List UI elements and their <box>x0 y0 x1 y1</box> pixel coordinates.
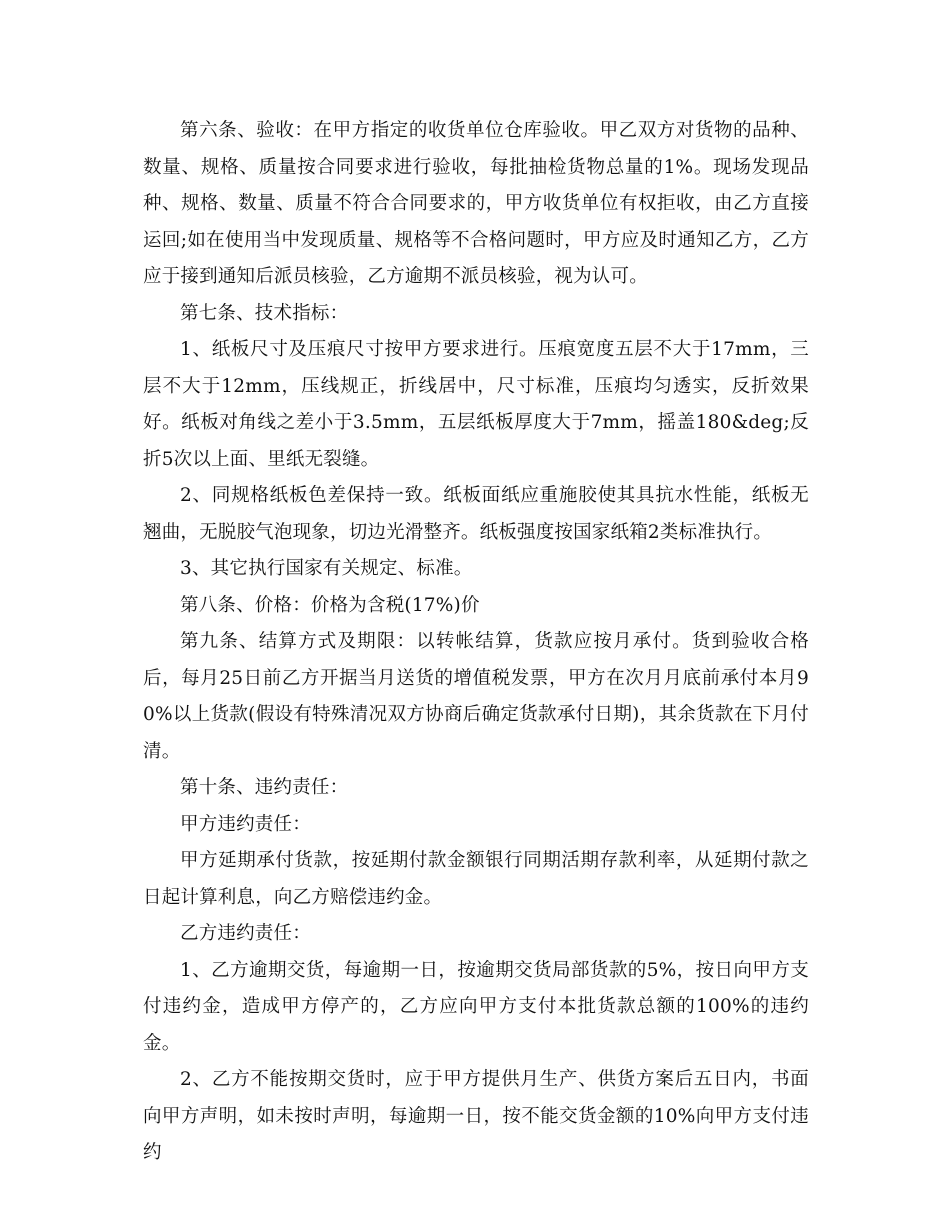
clause-7-item-2: 2、同规格纸板色差保持一致。纸板面纸应重施胶使其具抗水性能，纸板无翘曲，无脱胶气泡现象，切边光滑整齐。纸板强度按国家纸箱2类标准执行。 <box>143 485 809 543</box>
party-b-liability-item-2: 2、乙方不能按期交货时，应于甲方提供月生产、供货方案后五日内，书面向甲方声明，如未按时声明，每逾期一日，按不能交货金额的10%向甲方支付违约 <box>143 1069 809 1163</box>
party-a-liability-heading: 甲方违约责任： <box>180 813 311 835</box>
clause-7-item-3: 3、其它执行国家有关规定、标准。 <box>180 558 473 579</box>
clause-10-heading: 第十条、违约责任： <box>180 777 349 798</box>
party-b-liability-heading: 乙方违约责任： <box>180 923 311 944</box>
clause-9-settlement: 第九条、结算方式及期限：以转帐结算，货款应按月承付。货到验收合格后，每月25日前乙方开据当月送货的增值税发票，甲方在次月月底前承付本月90%以上货款(假设有特殊清况双方协商后确定货款承付日期)，其余货款在下月付清。 <box>143 631 809 762</box>
party-a-liability-text: 甲方延期承付货款，按延期付款金额银行同期活期存款利率，从延期付款之日起计算利息，向乙方赔偿违约金。 <box>143 850 809 908</box>
clause-6-acceptance: 第六条、验收：在甲方指定的收货单位仓库验收。甲乙双方对货物的品种、数量、规格、质量按合同要求进行验收，每批抽检货物总量的1%。现场发现品种、规格、数量、质量不符合合同要求的，甲方收货单位有权拒收，由乙方直接运回;如在使用当中发现质量、规格等不合格问题时，甲方应及时通知乙方，乙方应于接到通知后派员核验，乙方逾期不派员核验，视为认可。 <box>143 120 809 287</box>
clause-7-item-1: 1、纸板尺寸及压痕尺寸按甲方要求进行。压痕宽度五层不大于17mm，三层不大于12mm，压线规正，折线居中，尺寸标准，压痕均匀透实，反折效果好。纸板对角线之差小于3.5mm，五层纸板厚度大于7mm，摇盖180&deg;反折5次以上面、里纸无裂缝。 <box>143 339 809 470</box>
party-b-liability-item-1: 1、乙方逾期交货，每逾期一日，按逾期交货局部货款的5%，按日向甲方支付违约金，造成甲方停产的，乙方应向甲方支付本批货款总额的100%的违约金。 <box>143 959 809 1054</box>
clause-7-heading: 第七条、技术指标： <box>180 302 349 324</box>
clause-8-price: 第八条、价格：价格为含税(17%)价 <box>180 594 480 616</box>
document-body <box>143 113 809 1172</box>
